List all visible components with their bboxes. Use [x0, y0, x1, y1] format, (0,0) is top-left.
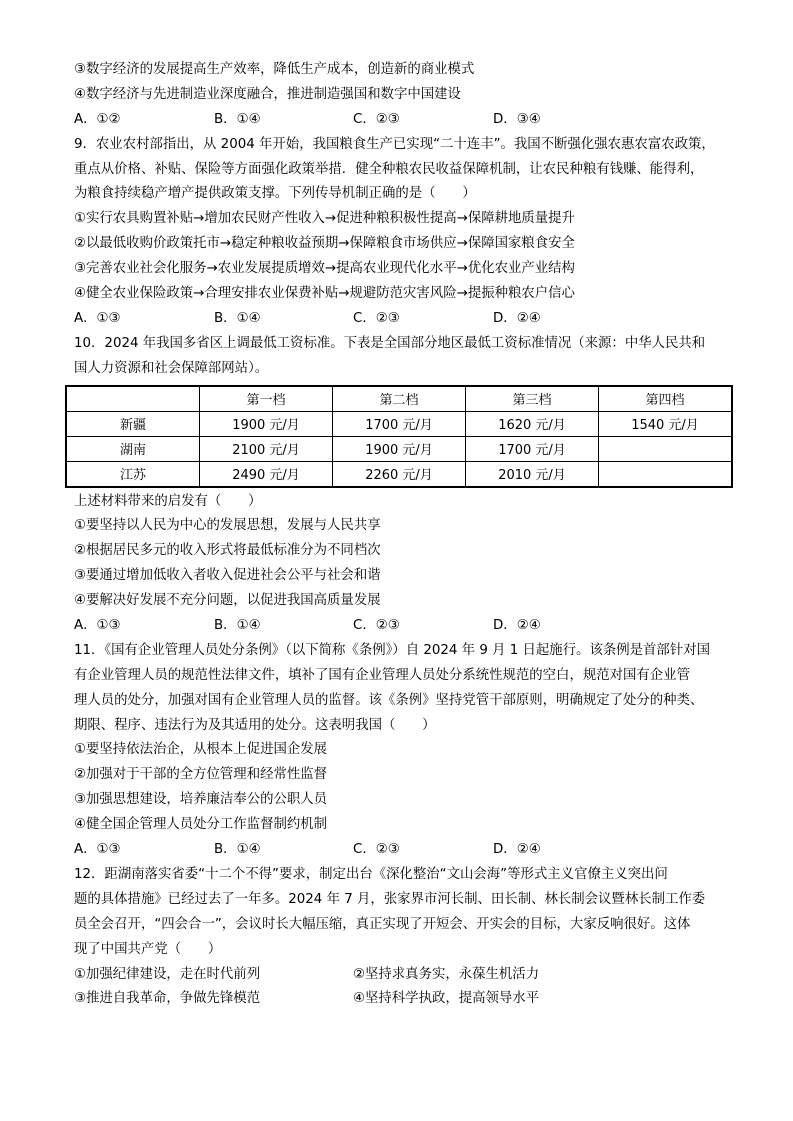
q9-stem-line: 9．农业农村部指出，从 2004 年开始，我国粮食生产已实现“二十连丰”。我国不断强化强农惠农富农政策，: [74, 136, 715, 152]
q9-option-d[interactable]: D．②④: [493, 310, 541, 326]
table-cell: 江苏: [66, 461, 200, 487]
q10-option-d[interactable]: D．②④: [493, 618, 541, 634]
q12-item-4: ④坚持科学执政，提高领导水平: [353, 991, 540, 1007]
q10-item-1: ①要坚持以人民为中心的发展思想，发展与人民共享: [74, 518, 381, 534]
q12-stem-line: 现了中国共产党（ ）: [74, 941, 222, 957]
q10-option-b[interactable]: B．①④: [214, 618, 261, 634]
table-cell: [599, 436, 733, 461]
q9-option-c[interactable]: C．②③: [353, 310, 400, 326]
q12-stem-line: 12．距湖南落实省委“十二个不得”要求，制定出台《深化整治“文山会海”等形式主义官僚主义突出问: [74, 866, 668, 882]
q10-option-c[interactable]: C．②③: [353, 618, 400, 634]
q12-items-row: [74, 987, 734, 1012]
q12-stem-line: 题的具体措施》已经过去了一年多。2024 年 7 月，张家界市河长制、田长制、林长制会议暨林长制工作委: [74, 891, 706, 907]
table-header-cell: 第三档: [466, 386, 599, 412]
q11-option-a[interactable]: A．①③: [74, 842, 121, 858]
table-header-cell: 第二档: [333, 386, 466, 412]
q9-option-a[interactable]: A．①③: [74, 310, 121, 326]
table-cell: 1620 元/月: [466, 411, 599, 436]
q9-item-3: ③完善农业社会化服务→农业发展提质增效→提高农业现代化水平→优化农业产业结构: [74, 261, 575, 277]
table-cell: 2010 元/月: [466, 461, 599, 487]
q9-item-1: ①实行农具购置补贴→增加农民财产性收入→促进种粮积极性提高→保障耕地质量提升: [74, 211, 575, 227]
q12-item-3: ③推进自我革命，争做先锋模范: [74, 991, 261, 1007]
q9-options: [74, 307, 734, 332]
q12-item-2: ②坚持求真务实，永葆生机活力: [353, 966, 540, 982]
table-row: [66, 436, 732, 461]
q8-option-c[interactable]: C．②③: [353, 111, 400, 127]
table-cell: 湖南: [66, 436, 200, 461]
q10-options: [74, 614, 734, 639]
q9-stem-line: 为粮食持续稳产增产提供政策支撑。下列传导机制正确的是（ ）: [74, 186, 476, 202]
table-header-cell: 第一档: [200, 386, 333, 412]
table-cell: 2260 元/月: [333, 461, 466, 487]
q10-item-4: ④要解决好发展不充分问题，以促进我国高质量发展: [74, 593, 381, 609]
q10-stem-line: 国人力资源和社会保障部网站）。: [74, 360, 269, 376]
q11-stem-line: 期限、程序、违法行为及其适用的处分。这表明我国（ ）: [74, 717, 436, 733]
q11-option-c[interactable]: C．②③: [353, 842, 400, 858]
q8-item-4: ④数字经济与先进制造业深度融合，推进制造强国和数字中国建设: [74, 86, 461, 102]
table-header-cell: [66, 386, 200, 412]
q8-options: [74, 108, 734, 133]
table-cell: 1700 元/月: [333, 411, 466, 436]
q10-question: 上述材料带来的启发有（ ）: [74, 493, 262, 509]
table-header-row: [66, 386, 732, 412]
table-cell: 1540 元/月: [599, 411, 733, 436]
table-cell: 新疆: [66, 411, 200, 436]
q10-item-3: ③要通过增加低收入者收入促进社会公平与社会和谐: [74, 568, 381, 584]
q8-option-a[interactable]: A．①②: [74, 111, 121, 127]
q12-item-1: ①加强纪律建设，走在时代前列: [74, 966, 261, 982]
q8-option-d[interactable]: D．③④: [493, 111, 541, 127]
q10-option-a[interactable]: A．①③: [74, 618, 121, 634]
q11-option-d[interactable]: D．②④: [493, 842, 541, 858]
q8-item-3: ③数字经济的发展提高生产效率，降低生产成本，创造新的商业模式: [74, 62, 475, 77]
q11-stem-line: 11．《国有企业管理人员处分条例》（以下简称《条例》）自 2024 年 9 月 1 日起施行。该条例是首部针对国: [74, 642, 710, 658]
table-row: [66, 411, 732, 436]
q11-item-2: ②加强对于干部的全方位管理和经常性监督: [74, 767, 328, 783]
table-cell: [599, 461, 733, 487]
q8-option-b[interactable]: B．①④: [214, 111, 261, 127]
q11-option-b[interactable]: B．①④: [214, 842, 261, 858]
q11-item-3: ③加强思想建设，培养廉洁奉公的公职人员: [74, 792, 328, 808]
q11-item-1: ①要坚持依法治企，从根本上促进国企发展: [74, 742, 328, 758]
q9-item-4: ④健全农业保险政策→合理安排农业保费补贴→规避防范灾害风险→提振种粮农户信心: [74, 286, 575, 302]
wage-table: [65, 385, 733, 488]
q9-item-2: ②以最低收购价政策托市→稳定种粮收益预期→保障粮食市场供应→保障国家粮食安全: [74, 236, 575, 252]
table-cell: 1900 元/月: [333, 436, 466, 461]
exam-page: [74, 58, 734, 1012]
q12-stem-line: 员全会召开，“四会合一”，会议时长大幅压缩，真正实现了开短会、开实会的目标，大家反响很好。这体: [74, 916, 691, 932]
q10-stem-line: 10．2024 年我国多省区上调最低工资标准。下表是全国部分地区最低工资标准情况（来源：中华人民共和: [74, 335, 706, 351]
q12-items-row: [74, 963, 734, 988]
q9-stem-line: 重点从价格、补贴、保险等方面强化政策举措．健全种粮农民收益保障机制，让农民种粮有钱赚、能得利，: [74, 161, 704, 177]
table-cell: 2490 元/月: [200, 461, 333, 487]
table-row: [66, 461, 732, 487]
table-cell: 1700 元/月: [466, 436, 599, 461]
table-cell: 2100 元/月: [200, 436, 333, 461]
q11-item-4: ④健全国企管理人员处分工作监督制约机制: [74, 817, 328, 833]
q9-option-b[interactable]: B．①④: [214, 310, 261, 326]
q11-options: [74, 838, 734, 863]
table-header-cell: 第四档: [599, 386, 733, 412]
q11-stem-line: 理人员的处分，加强对国有企业管理人员的监督。该《条例》坚持党管干部原则，明确规定了处分的种类、: [74, 692, 704, 708]
table-cell: 1900 元/月: [200, 411, 333, 436]
q10-item-2: ②根据居民多元的收入形式将最低标准分为不同档次: [74, 543, 381, 559]
q11-stem-line: 有企业管理人员的规范性法律文件，填补了国有企业管理人员处分系统性规范的空白，规范对国有企业管: [74, 667, 690, 683]
